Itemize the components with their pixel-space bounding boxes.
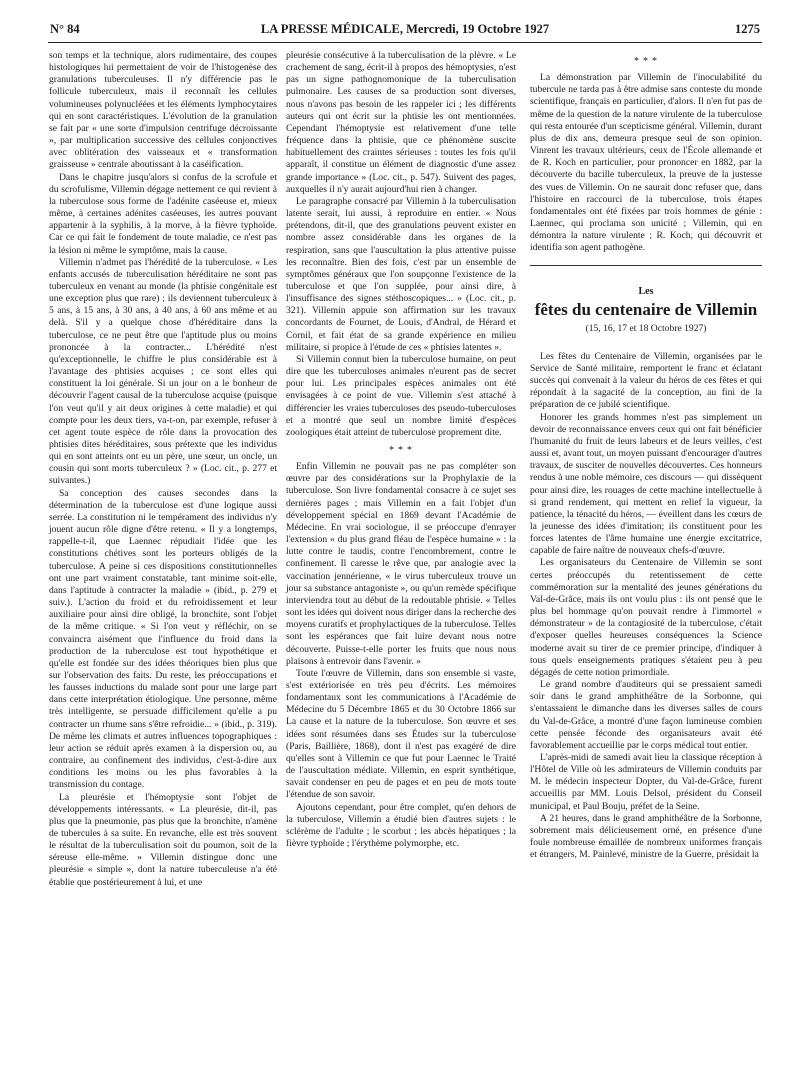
column-1: [49, 50, 277, 889]
issue-number: N° 84: [50, 22, 80, 36]
section-stars: * * *: [388, 445, 413, 456]
paragraph: Sa conception des causes secondes dans la détermination de la tuberculose est d'une logique aussi serrée. La constitution ni le tempérament des individus n'y jouent aucun rôle digne d'être retenu. « Il y a longtemps, rappelle-t-il, que Laennec répudiait l'idée que les constitutions chétives sont les porteurs obligés de la tuberculose. A peine si ces dispositions constitutionnelles ont une part vraiment constatable, tant minime soit-elle, dans l'aptitude à contracter la maladie » (ibid., p. 279 et suiv.). L'action du froid et du refroidissement et leur auxiliaire pour ainsi dire obligé, la bronchite, sont l'objet de la même critique. « Si l'on veut y réfléchir, on se convaincra aisément que l'influence du froid dans la production de la tuberculose est tout hypothétique et qu'elle est fondée sur des idées théoriques bien plus que sur l'observation des faits. Du reste, les préoccupations et les fausses inductions du malade sont pour une large part dans cette interprétation étiologique. Une personne, même très intelligente, se persuade difficilement qu'elle a pu contracter un rhume sans s'être refroidie... » (ibid., p. 319). De même les climats et autres influences topographiques : leur action se réduit après examen à la dispersion ou, au contraire, au confinement des individus, c'est-à-dire aux conditions les moins ou les plus favorables à la transmission du contage.: [49, 487, 277, 791]
paragraph: Le grand nombre d'auditeurs qui se pressaient samedi soir dans le grand amphithéâtre de la Sorbonne, qui s'entassaient le dimanche dans les diverses salles de cours du Val-de-Grâce, a montré d'une façon lumineuse combien cette pensée féconde des organisateurs avait été favorablement accueillie par le corps médical tout entier.: [530, 679, 762, 751]
paragraph: L'après-midi de samedi avait lieu la classique réception à l'Hôtel de Ville où les admirateurs de Villemin conduits par M. le médecin inspecteur Dopter, du Val-de-Grâce, furent accueillis par MM. Louis Delsol, président du Conseil municipal, et Paul Bouju, préfet de la Seine.: [530, 751, 762, 812]
paragraph: son temps et la technique, alors rudimentaire, des coupes histologiques lui permettaient de voir de l'histogenèse des granulations tuberculeuses. Il n'y différencie pas le follicule tuberculeux, mais il reconnaît les cellules volumineuses polynucléées et les éléments lymphocytaires qui en sont caractéristiques. L'évolution de la granulation se fait par « une sorte d'impulsion centrifuge décroissante », par multiplication successive des cellules conjonctives avec oblitération des vaisseaux et « transformation graisseuse » centrale aboutissant à la caséification.: [49, 50, 277, 171]
paragraph: La démonstration par Villemin de l'inoculabilité du tubercule ne tarda pas à être admise sans conteste du monde scientifique, français en particulier, d'alors. Il n'en fut pas de même de la question de la nature virulente de la tuberculose qui resta entourée d'un scepticisme général. Villemin, durant plus de dix ans, demeura presque seul de son opinion. Vinrent les travaux ultérieurs, ceux de l'École allemande et de R. Koch en particulier, pour prononcer en 1882, par la découverte du bacille tuberculeux, la preuve de la justesse des vues de Villemin. On ne saurait donc refuser que, dans l'histoire en raccourci de la tuberculose, trois étapes fondamentales ont été fixées par trois hommes de génie : Laennec, qui proclama son unicité ; Villemin, qui en démontra la nature virulente ; R. Koch, qui découvrit et identifia son agent pathogène.: [530, 72, 762, 254]
paragraph: Dans le chapitre jusqu'alors si confus de la scrofule et du scrofulisme, Villemin dégage nettement ce qui revient à la tuberculose sous forme de l'adénite caséeuse et, mieux même, à certaines adénites caséeuses, les autres pouvant appartenir à la syphilis, à la morve, à la fièvre typhoïde. Car ce qui fait le fondement de toute maladie, ce n'est pas la lésion ni même le symptôme, mais la cause.: [49, 171, 277, 256]
paragraph: Honorer les grands hommes n'est pas simplement un devoir de reconnaissance envers ceux qui ont fait bénéficier l'humanité du fruit de leurs labeurs et de leurs veilles, c'est aussi et, avant tout, un moyen puissant d'encourager d'autres travaux, de susciter de nouvelles découvertes. Ces honneurs rendus à une noble mémoire, ces discours — qui dissèquent pour ainsi dire, les rouages de cette machine intellectuelle à si grand rendement, qui mettent en relief la vigueur, la patience, la ténacité du héros, — éveillent dans les cœurs de la jeunesse des idées d'imitation; ils constituent pour les forces latentes de l'âme humaine une énergie excitatrice, capable de faire naître de nouveaux chefs-d'œuvre.: [530, 411, 762, 557]
paragraph: A 21 heures, dans le grand amphithéâtre de la Sorbonne, sobrement mais délicieusement orné, en présence d'une foule nombreuse émaillée de nombreux uniformes français et étrangers, M. Painlevé, ministre de la Guerre, présidait la: [530, 812, 762, 861]
column-2: [286, 50, 516, 850]
paragraph: Toute l'œuvre de Villemin, dans son ensemble si vaste, s'est extériorisée en très peu d'écrits. Les mémoires fondamentaux sont les communications à l'Académie de Médecine du 5 Décembre 1865 et du 30 Octobre 1866 sur La cause et la nature de la tuberculose. Son œuvre et ses idées sont résumées dans ses Études sur la tuberculose (Paris, Baillière, 1868), dont il n'est pas exagéré de dire qu'elles sont à Villemin ce que fut pour Laennec le Traité de l'auscultation médiate. Villemin, en esprit synthétique, savait condenser en peu de pages et en peu de mots toute l'étendue de son savoir.: [286, 667, 516, 801]
paragraph: Les fêtes du Centenaire de Villemin, organisées par le Service de Santé militaire, remportent le franc et éclatant succès qui convenait à la valeur du héros de ces fêtes et qui répondait à la sagacité de la conception, au fini de la préparation de ce jubilé scientifique.: [530, 350, 762, 411]
page-number: 1275: [735, 22, 760, 36]
header-rule: [48, 42, 762, 43]
journal-title: LA PRESSE MÉDICALE, Mercredi, 19 Octobre 1927: [260, 22, 550, 36]
paragraph: La pleurésie et l'hémoptysie sont l'objet de développements intéressants. « La pleurésie, dit-il, pas plus que la pneumonie, pas plus que la bronchite, n'amène de tubercules à sa suite. En revanche, elle est très souvent le résultat de la tuberculisation soit du poumon, soit de la séreuse elle-même. » Villemin distingue donc une pleurésie « simple », dont la nature tuberculeuse n'a été établie que postérieurement à lui, et une: [49, 791, 277, 888]
section-stars: * * *: [633, 56, 658, 67]
paragraph: Ajoutons cependant, pour être complet, qu'en dehors de la tuberculose, Villemin a étudié bien d'autres sujets : le sclérème de l'adulte ; le scorbut ; les abcès hépatiques ; la fièvre typhoïde ; l'érythème polymorphe, etc.: [286, 801, 516, 849]
section-dates: (15, 16, 17 et 18 Octobre 1927): [585, 322, 707, 334]
running-header: [50, 22, 760, 42]
section-kicker: Les: [638, 285, 654, 297]
paragraph: Si Villemin connut bien la tuberculose humaine, on peut dire que les tuberculoses animales n'eurent pas de secret pour lui. Les principales espèces animales ont été envisagées à ce point de vue. Villemin s'est attaché à différencier les vraies tuberculoses des pseudo-tuberculoses et a montré que seul un nombre limité d'espèces zoologiques était atteint de tuberculose proprement dite.: [286, 353, 516, 438]
paragraph: Villemin n'admet pas l'hérédité de la tuberculose. « Les enfants accusés de tuberculisation héréditaire ne sont pas tuberculeux en venant au monde (la phtisie congénitale est une exception plus que rare) ; ils deviennent tuberculeux à 5 ans, à 15 ans, à 30 ans, à 40 ans, à 60 ans même et au delà. S'il y a quelque chose d'héréditaire dans la tuberculose, ce ne peut être que l'aptitude plus ou moins prononcée à la contracter... L'hérédité n'est qu'exceptionnelle, le chiffre le plus considérable est à l'avantage des phtisies acquises ; ce sont elles qui constituent la loi générale. Si un jour on a le bonheur de découvrir l'agent causal de la tuberculose acquise (puisque l'on veut qu'il y ait deux origines à cette maladie) et qui compte pour les deux tiers, va-t-on, par exemple, refuser à cet agent toute espèce de rôle dans la provocation des phtisies dites héréditaires, sous prétexte que les individus qui en sont atteints ont eu un père, une sœur, un oncle, un cousin qui sont morts tuberculeux ? » (Loc. cit., p. 277 et suivantes.): [49, 256, 277, 487]
section-title: fêtes du centenaire de Villemin: [534, 299, 758, 319]
paragraph: pleurésie consécutive à la tuberculisation de la plèvre. « Le crachement de sang, écrit-il à propos des hémoptysies, n'est pas un signe pathognomonique de la tuberculisation pulmonaire. Les causes de sa production sont diverses, nous n'avons pas besoin de les rappeler ici ; les différents auteurs qui ont écrit sur la phtisie les ont mentionnées. Cependant l'hémoptysie est relativement d'une telle fréquence dans la phtisie, que ce phénomène suscite habituellement des craintes sérieuses : toutes les fois qu'il apparaît, il constitue un élément de diagnostic d'une assez grande importance » (Loc. cit., p. 547). Suivent des pages, auxquelles il n'y aurait aujourd'hui rien à changer.: [286, 50, 516, 195]
paragraph: Le paragraphe consacré par Villemin à la tuberculisation latente serait, lui aussi, à reproduire en entier. « Nous prétendons, dit-il, que des granulations peuvent exister en nombre assez considérable dans les organes de la respiration, sans que l'auscultation la plus attentive puisse les reconnaître. Bien des fois, c'est par un ensemble de symptômes généraux que l'on soupçonne l'existence de la tuberculose et que l'on supplée, pour ainsi dire, à l'insuffisance des signes stéthoscopiques... » (Loc. cit., p. 321). Villemin appuie son affirmation sur les travaux concordants de Fournet, de Louis, d'Andral, de Hérard et Cornil, et fait état de sa grande expérience en milieu militaire, si propice à l'étude de ces « phtisies latentes ».: [286, 195, 516, 353]
paragraph: Les organisateurs du Centenaire de Villemin se sont certes préoccupés du retentissement de cette commémoration sur la mentalité des jeunes générations du Val-de-Grâce, mais ils ont voulu plus : ils ont pensé que le plus bel hommage qu'on pouvait rendre à l'immortel « démonstrateur » de la contagiosité de la tuberculose, c'était d'exposer quelles heureuses conséquences la Science moderne avait su tirer de ce premier principe, d'indiquer à tous quels enseignements pratiques s'étaient peu à peu dégagés de cette notion primordiale.: [530, 557, 762, 678]
section-divider: [530, 265, 762, 266]
paragraph: Enfin Villemin ne pouvait pas ne pas compléter son œuvre par des considérations sur la Prophylaxie de la tuberculose. Son livre fondamental consacre à ce sujet ses dernières pages ; mais Villemin en a fait l'objet d'un développement spécial en 1869 devant l'Académie de Médecine. En vrai sociologue, il se préoccupe d'enrayer l'extension « du plus grand fléau de l'espèce humaine » : la lutte contre le taudis, contre l'encombrement, contre le confinement. Il caresse le rêve que, par analogie avec la vaccination jennérienne, « le virus tuberculeux trouve un jour sa substance antagoniste », ou qu'un remède spécifique interviendra tout au début de la redoutable phtisie. « Telles sont les idées qui doivent nous diriger dans la recherche des moyens curatifs et prophylactiques de la tuberculose. Telles sont les espérances que fait luire devant nous notre découverte. Puisse-t-elle porter les fruits que nous nous plaisons à entrevoir dans l'avenir. »: [286, 461, 516, 667]
column-3: [530, 50, 762, 861]
